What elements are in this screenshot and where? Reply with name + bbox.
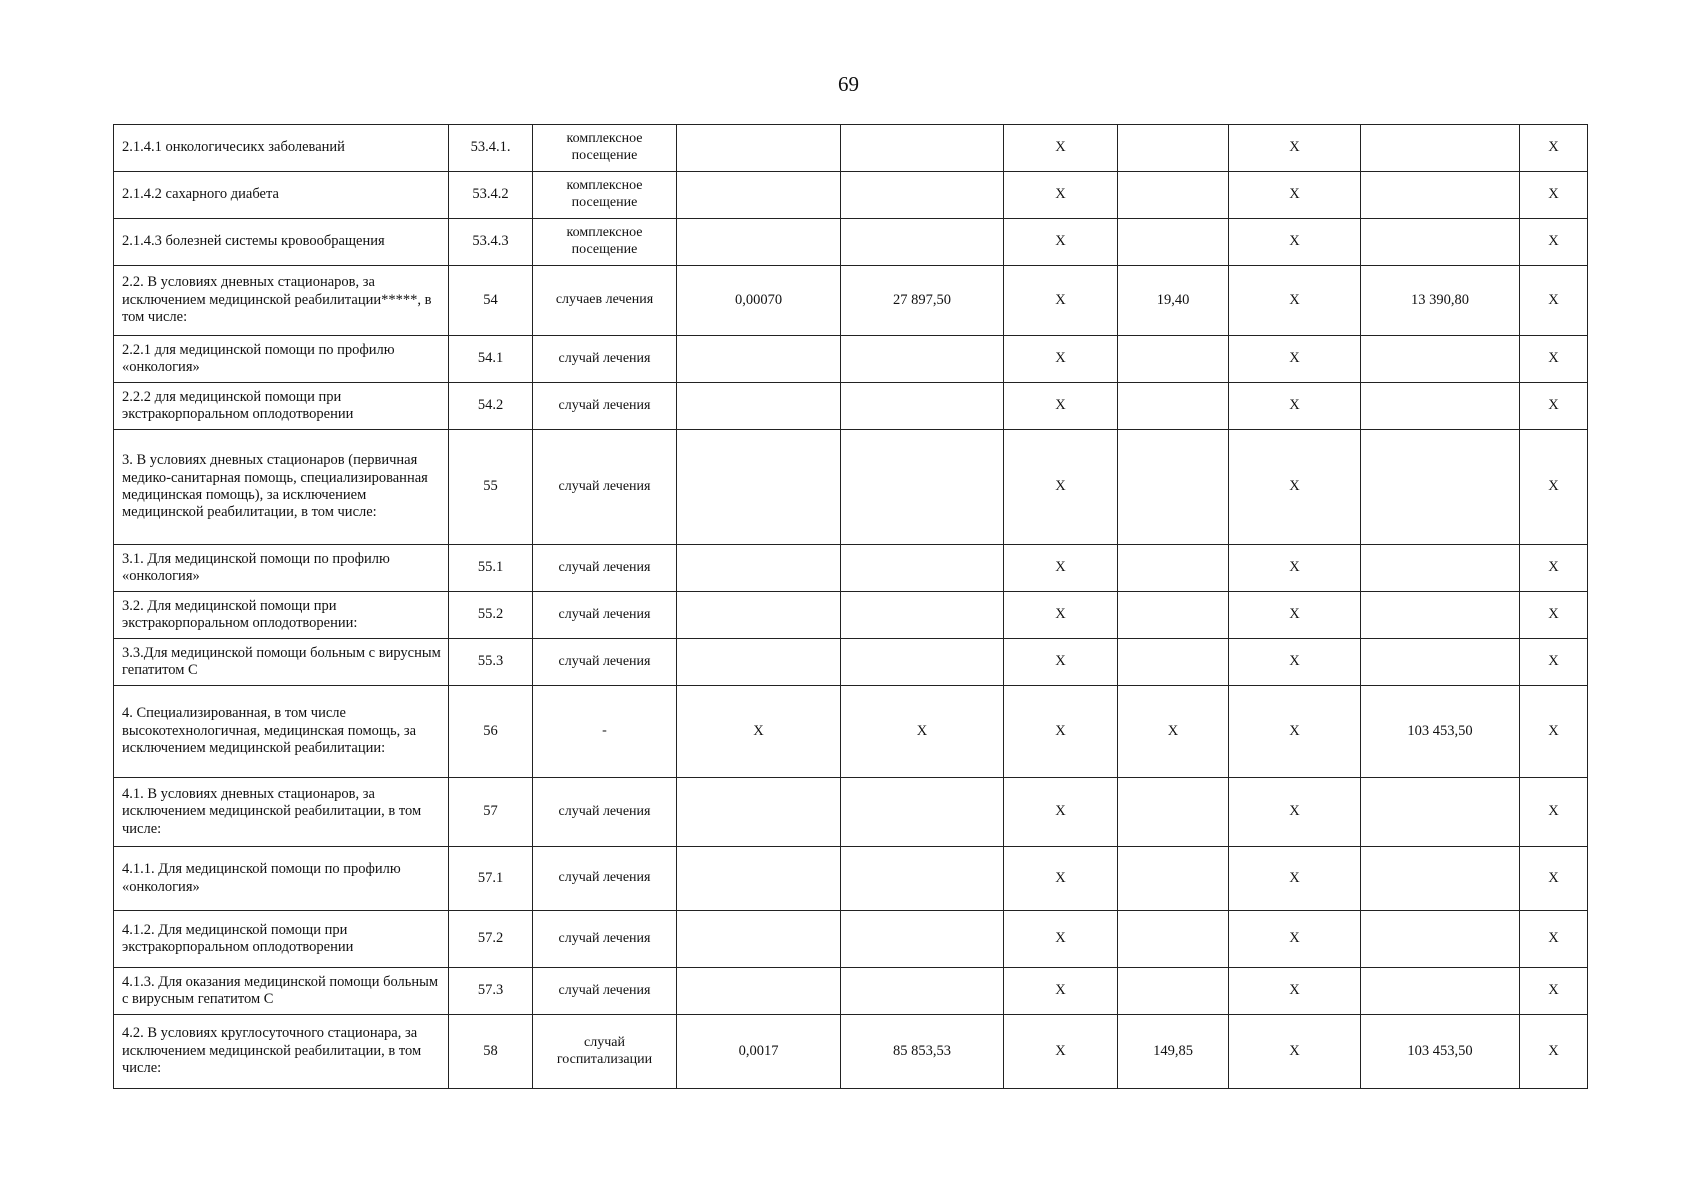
cell-c9: [1361, 545, 1520, 592]
cell-c5: [841, 172, 1004, 219]
cell-c9: 103 453,50: [1361, 686, 1520, 778]
cell-unit: случай лечения: [533, 911, 677, 968]
cell-c10: X: [1520, 686, 1588, 778]
cell-c7: 19,40: [1118, 266, 1229, 336]
cell-c4: [677, 592, 841, 639]
cell-c8: X: [1229, 847, 1361, 911]
cell-row-no: 53.4.2: [449, 172, 533, 219]
cell-c6: X: [1004, 778, 1118, 847]
cell-row-no: 55: [449, 430, 533, 545]
cell-c10: X: [1520, 266, 1588, 336]
data-table: [113, 124, 1588, 1089]
cell-c8: X: [1229, 430, 1361, 545]
cell-c4: [677, 383, 841, 430]
cell-c10: X: [1520, 336, 1588, 383]
cell-c5: [841, 219, 1004, 266]
table-row: [114, 847, 1588, 911]
cell-c6: X: [1004, 686, 1118, 778]
cell-c9: [1361, 639, 1520, 686]
cell-c5: [841, 847, 1004, 911]
cell-c8: X: [1229, 778, 1361, 847]
cell-c10: X: [1520, 219, 1588, 266]
cell-c6: X: [1004, 219, 1118, 266]
cell-c7: [1118, 125, 1229, 172]
cell-c5: [841, 911, 1004, 968]
cell-row-no: 55.3: [449, 639, 533, 686]
cell-unit: случай лечения: [533, 639, 677, 686]
table-row: [114, 968, 1588, 1015]
cell-c8: X: [1229, 545, 1361, 592]
cell-unit: случай лечения: [533, 336, 677, 383]
cell-c5: 27 897,50: [841, 266, 1004, 336]
cell-c10: X: [1520, 592, 1588, 639]
cell-c6: X: [1004, 911, 1118, 968]
cell-c5: [841, 592, 1004, 639]
cell-c5: [841, 639, 1004, 686]
cell-row-no: 55.2: [449, 592, 533, 639]
cell-unit: комплексное посещение: [533, 219, 677, 266]
cell-c9: [1361, 968, 1520, 1015]
cell-c10: X: [1520, 125, 1588, 172]
cell-c9: [1361, 592, 1520, 639]
cell-c6: X: [1004, 430, 1118, 545]
cell-unit: комплексное посещение: [533, 125, 677, 172]
table-row: [114, 172, 1588, 219]
cell-c4: [677, 639, 841, 686]
cell-unit: случай лечения: [533, 592, 677, 639]
cell-c7: X: [1118, 686, 1229, 778]
cell-c9: [1361, 125, 1520, 172]
table-row: [114, 592, 1588, 639]
cell-c7: [1118, 847, 1229, 911]
cell-c6: X: [1004, 592, 1118, 639]
cell-row-no: 54: [449, 266, 533, 336]
cell-c4: [677, 545, 841, 592]
cell-unit: случай лечения: [533, 430, 677, 545]
cell-name: 2.1.4.2 сахарного диабета: [114, 172, 449, 219]
cell-c10: X: [1520, 430, 1588, 545]
cell-c5: [841, 430, 1004, 545]
cell-c7: 149,85: [1118, 1015, 1229, 1089]
cell-c6: X: [1004, 847, 1118, 911]
cell-c4: [677, 219, 841, 266]
cell-c10: X: [1520, 911, 1588, 968]
cell-c4: [677, 172, 841, 219]
cell-c8: X: [1229, 968, 1361, 1015]
table-row: [114, 545, 1588, 592]
cell-c9: [1361, 336, 1520, 383]
cell-name: 3.3.Для медицинской помощи больным с вирусным гепатитом С: [114, 639, 449, 686]
cell-c4: X: [677, 686, 841, 778]
cell-unit: случай лечения: [533, 383, 677, 430]
cell-c10: X: [1520, 1015, 1588, 1089]
cell-c6: X: [1004, 336, 1118, 383]
cell-unit: случаев лечения: [533, 266, 677, 336]
cell-c10: X: [1520, 847, 1588, 911]
cell-c5: [841, 383, 1004, 430]
cell-c4: 0,0017: [677, 1015, 841, 1089]
cell-c7: [1118, 430, 1229, 545]
table-row: [114, 686, 1588, 778]
cell-name: 2.1.4.3 болезней системы кровообращения: [114, 219, 449, 266]
table-row: [114, 266, 1588, 336]
cell-unit: случай лечения: [533, 545, 677, 592]
table-row: [114, 430, 1588, 545]
table-row: [114, 336, 1588, 383]
cell-name: 3.2. Для медицинской помощи при экстракорпоральном оплодотворении:: [114, 592, 449, 639]
cell-c5: [841, 545, 1004, 592]
cell-row-no: 57: [449, 778, 533, 847]
table-row: [114, 639, 1588, 686]
cell-c10: X: [1520, 172, 1588, 219]
cell-row-no: 54.2: [449, 383, 533, 430]
cell-c6: X: [1004, 639, 1118, 686]
cell-c9: [1361, 847, 1520, 911]
cell-c6: X: [1004, 968, 1118, 1015]
cell-row-no: 54.1: [449, 336, 533, 383]
cell-c6: X: [1004, 1015, 1118, 1089]
cell-c4: [677, 125, 841, 172]
cell-c5: 85 853,53: [841, 1015, 1004, 1089]
cell-c9: 103 453,50: [1361, 1015, 1520, 1089]
cell-name: 2.2.2 для медицинской помощи при экстракорпоральном оплодотворении: [114, 383, 449, 430]
cell-c9: [1361, 430, 1520, 545]
cell-c8: X: [1229, 125, 1361, 172]
cell-c8: X: [1229, 639, 1361, 686]
cell-c10: X: [1520, 383, 1588, 430]
table-row: [114, 383, 1588, 430]
cell-c4: [677, 847, 841, 911]
cell-name: 4.1.3. Для оказания медицинской помощи больным с вирусным гепатитом С: [114, 968, 449, 1015]
cell-name: 4.2. В условиях круглосуточного стационара, за исключением медицинской реабилитации, в том числе:: [114, 1015, 449, 1089]
cell-name: 4.1. В условиях дневных стационаров, за исключением медицинской реабилитации, в том числе:: [114, 778, 449, 847]
cell-c7: [1118, 219, 1229, 266]
cell-unit: случай лечения: [533, 778, 677, 847]
cell-c8: X: [1229, 336, 1361, 383]
cell-c10: X: [1520, 545, 1588, 592]
cell-c4: [677, 968, 841, 1015]
cell-c5: [841, 778, 1004, 847]
cell-c9: [1361, 172, 1520, 219]
cell-c10: X: [1520, 968, 1588, 1015]
cell-c5: X: [841, 686, 1004, 778]
cell-row-no: 56: [449, 686, 533, 778]
cell-c8: X: [1229, 911, 1361, 968]
cell-unit: случай лечения: [533, 968, 677, 1015]
cell-row-no: 53.4.1.: [449, 125, 533, 172]
cell-unit: случай лечения: [533, 847, 677, 911]
cell-c8: X: [1229, 172, 1361, 219]
cell-row-no: 57.1: [449, 847, 533, 911]
cell-c9: [1361, 911, 1520, 968]
cell-c4: [677, 778, 841, 847]
cell-c7: [1118, 778, 1229, 847]
cell-row-no: 58: [449, 1015, 533, 1089]
cell-c5: [841, 125, 1004, 172]
cell-c8: X: [1229, 1015, 1361, 1089]
cell-c8: X: [1229, 686, 1361, 778]
cell-c4: [677, 430, 841, 545]
cell-c8: X: [1229, 219, 1361, 266]
cell-name: 2.2.1 для медицинской помощи по профилю «онкология»: [114, 336, 449, 383]
cell-c5: [841, 968, 1004, 1015]
cell-c8: X: [1229, 266, 1361, 336]
cell-c7: [1118, 172, 1229, 219]
cell-row-no: 53.4.3: [449, 219, 533, 266]
cell-c9: 13 390,80: [1361, 266, 1520, 336]
cell-c9: [1361, 383, 1520, 430]
cell-c7: [1118, 639, 1229, 686]
cell-name: 3.1. Для медицинской помощи по профилю «онкология»: [114, 545, 449, 592]
cell-c10: X: [1520, 639, 1588, 686]
cell-c10: X: [1520, 778, 1588, 847]
cell-c7: [1118, 336, 1229, 383]
cell-c4: 0,00070: [677, 266, 841, 336]
cell-c7: [1118, 383, 1229, 430]
cell-name: 2.2. В условиях дневных стационаров, за исключением медицинской реабилитации*****, в том числе:: [114, 266, 449, 336]
cell-name: 4. Специализированная, в том числе высокотехнологичная, медицинская помощь, за исключением медицинской реабилитации:: [114, 686, 449, 778]
cell-unit: случай госпитализации: [533, 1015, 677, 1089]
cell-c9: [1361, 778, 1520, 847]
table-row: [114, 125, 1588, 172]
table-row: [114, 1015, 1588, 1089]
cell-c8: X: [1229, 592, 1361, 639]
cell-c7: [1118, 911, 1229, 968]
cell-name: 4.1.2. Для медицинской помощи при экстракорпоральном оплодотворении: [114, 911, 449, 968]
page-number: 69: [838, 72, 859, 96]
cell-row-no: 57.2: [449, 911, 533, 968]
table-body: [114, 125, 1588, 1089]
cell-c4: [677, 336, 841, 383]
cell-name: 2.1.4.1 онкологичесикх заболеваний: [114, 125, 449, 172]
cell-c6: X: [1004, 266, 1118, 336]
cell-name: 4.1.1. Для медицинской помощи по профилю «онкология»: [114, 847, 449, 911]
table-row: [114, 219, 1588, 266]
cell-name: 3. В условиях дневных стационаров (первичная медико-санитарная помощь, специализированная медицинская помощь), за исключением медицинской реабилитации, в том числе:: [114, 430, 449, 545]
cell-c8: X: [1229, 383, 1361, 430]
cell-c6: X: [1004, 383, 1118, 430]
cell-c6: X: [1004, 125, 1118, 172]
cell-c7: [1118, 968, 1229, 1015]
cell-c5: [841, 336, 1004, 383]
cell-c9: [1361, 219, 1520, 266]
cell-unit: комплексное посещение: [533, 172, 677, 219]
cell-row-no: 55.1: [449, 545, 533, 592]
cell-c7: [1118, 545, 1229, 592]
cell-c6: X: [1004, 172, 1118, 219]
table-row: [114, 778, 1588, 847]
table-row: [114, 911, 1588, 968]
cell-c7: [1118, 592, 1229, 639]
cell-c4: [677, 911, 841, 968]
cell-c6: X: [1004, 545, 1118, 592]
cell-unit: -: [533, 686, 677, 778]
cell-row-no: 57.3: [449, 968, 533, 1015]
